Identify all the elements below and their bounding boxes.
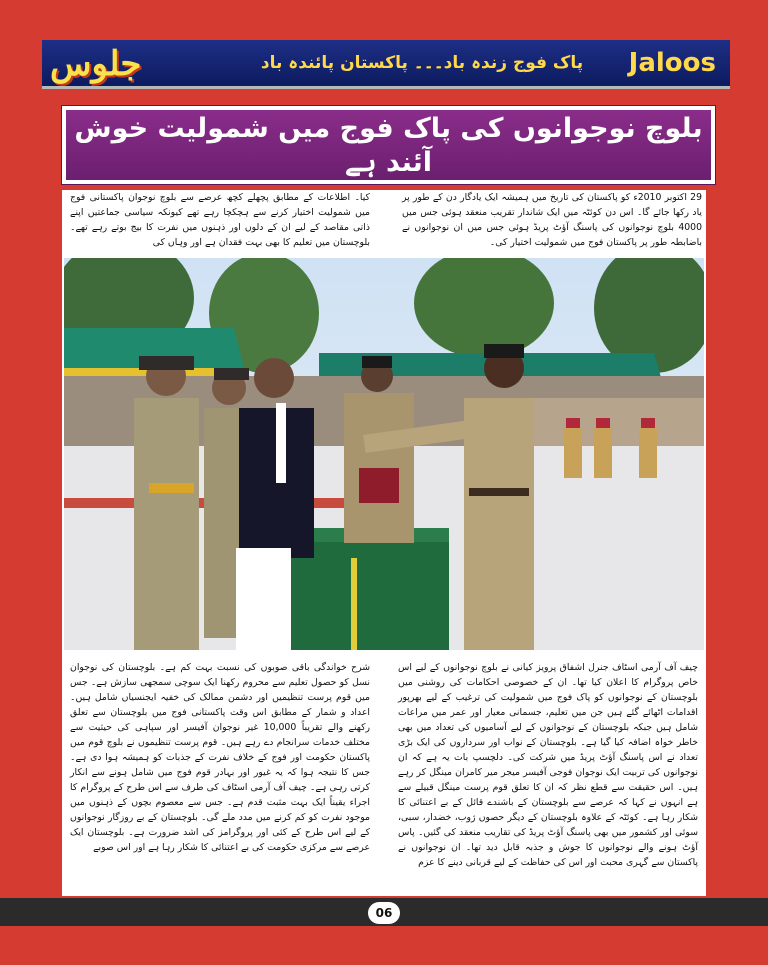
article-body <box>62 190 706 896</box>
paragraph: کیا۔ اطلاعات کے مطابق پچھلے کچھ عرصے سے بلوچ نوجوان پاکستانی فوج میں شمولیت اختیار کرنے سے ہچکچا رہے تھے کیونکہ سیاسی جماعتیں اپنے ذاتی مقاصد کے لیے ان کے دلوں اور ذہنوں میں نفرت کا بیج بوتے رہے تھے۔ بلوچستان میں تعلیم کا بھی بہت فقدان ہے اور وہاں کی <box>70 192 370 248</box>
article-col-left-top <box>70 190 370 255</box>
paragraph: 29 اکتوبر 2010ء کو پاکستان کی تاریخ میں ہمیشہ ایک یادگار دن کے طور پر یاد رکھا جائے گا۔ اس دن کوئٹہ میں ایک شاندار تقریب منعقد ہوئی جس میں 4000 بلوچ نوجوانوں کی پاسنگ آؤٹ پریڈ ہوئی جس میں ان نوجوانوں نے باضابطہ طور پر پاکستان فوج میں شمولیت اختیار کی۔ <box>402 192 702 248</box>
headline: بلوچ نوجوانوں کی پاک فوج میں شمولیت خوش آئند ہے <box>74 113 703 178</box>
article-col-right-bottom <box>398 660 698 896</box>
masthead <box>42 40 730 89</box>
headline-box <box>62 106 715 184</box>
slogan: پاک فوج زندہ باد۔۔۔ پاکستان پائندہ باد <box>260 53 584 73</box>
top-border <box>0 0 768 40</box>
page-number: 06 <box>368 902 400 924</box>
bottom-border <box>0 926 768 965</box>
paragraph: چیف آف آرمی اسٹاف جنرل اشفاق پرویز کیانی نے بلوچ نوجوانوں کے لیے اس خاص پروگرام کا اعلان کیا تھا۔ ان کے خصوصی احکامات کی روشنی میں بلوچستان کے نوجوانوں کو پاک فوج میں شمولیت کی ترغیب کے لیے بھرپور اقدامات اٹھائے گئے ہیں جن میں تعلیم، جسمانی معیار اور عمر میں مراعات شامل ہیں جبکہ بلوچستان کے نوجوانوں کے لیے آسامیوں کی تعداد میں بھی خاطر خواہ اضافہ کیا گیا ہے۔ بلوچستان کے نواب اور سرداروں کی ایک بڑی تعداد نے اس پاسنگ آؤٹ پریڈ میں شرکت کی۔ دلچسپ بات یہ ہے کہ ان نوجوانوں کی تربیت ایک نوجوان فوجی آفیسر میجر میر کامران مینگل کر رہے ہیں۔ اس حقیقت سے قطع نظر کہ ان کا تعلق قوم پرست مینگل قبیلے سے ہے انہوں نے کہا کہ عرصے سے بلوچستان کے باشندے قائل کے بے اعتنائی کا شکار رہا ہے۔ کوئٹہ کے علاوہ بلوچستان کے دیگر حصوں ژوب، خضدار، سبی، سوئی اور کشمور میں بھی پاسنگ آؤٹ پریڈ کی تقاریب منعقد کی گئیں۔ پاس آؤٹ ہونے والے نوجوانوں کا جوش و جذبہ قابل دید تھا۔ ان نوجوانوں نے پاکستان سے گہری محبت اور اس کی حفاظت کے لیے قربانی دینے کا عزم <box>398 662 698 868</box>
paragraph: شرح خواندگی باقی صوبوں کی نسبت بہت کم ہے۔ بلوچستان کی نوجوان نسل کو حصول تعلیم سے محروم رکھنا ایک سوچی سمجھی سازش ہے۔ جس میں قوم پرست تنظیمیں اور دشمن ممالک کی خفیہ ایجنسیاں شامل ہیں۔ اعداد و شمار کے مطابق اس وقت پاکستانی فوج میں بلوچستان سے تعلق رکھنے والے تقریباً 10,000 غیر نوجوان آفیسر اور سپاہی کی حیثیت سے مختلف خدمات سرانجام دے رہے ہیں۔ قوم پرست تنظیموں نے بلوچ قوم میں پاکستان حکومت اور فوج کے خلاف نفرت کے جذبات کو ہمیشہ ہوا دی ہے۔ جس کا نتیجہ ہوا کہ یہ غیور اور بہادر قوم فوج میں شامل ہونے سے انکار کرتی رہی ہے۔ چیف آف آرمی اسٹاف کی طرف سے اس طرح کے پروگرام کا اجراء یقیناً ایک بہت مثبت قدم ہے۔ جس سے معصوم بچوں کے ذہنوں میں موجود نفرت کو کم کرنے میں مدد ملے گی۔ بلوچستان کے بے روزگار نوجوانوں کے لیے اس طرح کے کئی اور پروگرامز کی اشد ضرورت ہے۔ بلوچستان ایک عرصے سے مرکزی حکومت کی بے اعتنائی کا شکار رہا ہے اور اس صوبے <box>70 662 371 853</box>
logo: جلوس <box>50 44 142 84</box>
ceremony-photo <box>64 258 704 650</box>
photo-illustration <box>64 258 704 650</box>
article-col-left-bottom <box>70 660 370 896</box>
brand-name: Jaloos <box>628 48 716 78</box>
article-col-right-top <box>402 190 702 255</box>
